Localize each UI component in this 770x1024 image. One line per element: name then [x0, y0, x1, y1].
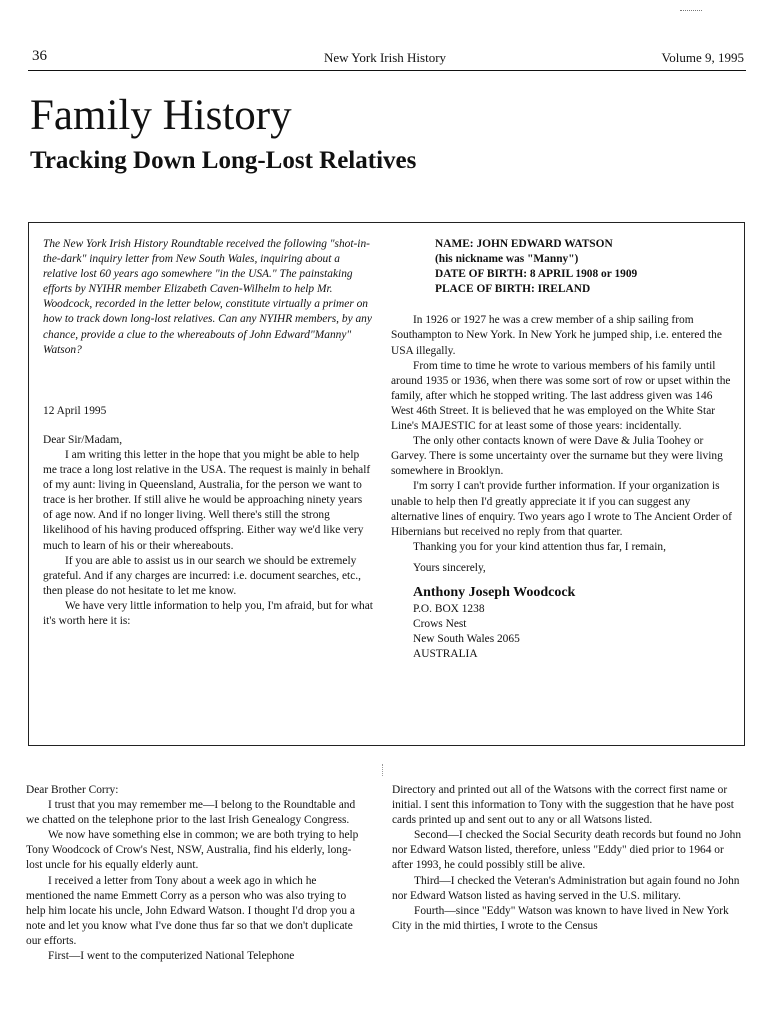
- fact-birthplace: PLACE OF BIRTH: IRELAND: [435, 283, 591, 296]
- letter-paragraph: We have very little information to help you, I'm afraid, but for what it's worth here it is:: [43, 599, 373, 627]
- letter-paragraph: Directory and printed out all of the Watsons with the correct first name or initial. I sent this information to Tony with the suggestion that he have post cards printed up and sent out to any or all Watsons listed.: [392, 784, 734, 827]
- signature-name: Anthony Joseph Woodcock: [413, 584, 576, 600]
- letter-paragraph: Thanking you for your kind attention thus far, I remain,: [413, 540, 666, 553]
- facts-block: [391, 237, 733, 297]
- letter-paragraph: I'm sorry I can't provide further information. If your organization is unable to help then I'd greatly appreciate it if you can suggest any alternative lines of enquiry. Two years ago I wrote to The Ancient Order of Hibernians but received no reply from that quarter.: [391, 480, 732, 538]
- page-number: 36: [32, 48, 47, 64]
- letter-paragraph: I received a letter from Tony about a week ago in which he mentioned the name Emmett Corry as a person who was also trying to help him locate his uncle, John Edward Watson. I thought I'd drop you a note and let you know what I've done thus far so that we don't duplicate our efforts.: [26, 874, 355, 947]
- letter-paragraph: I trust that you may remember me—I belong to the Roundtable and we chatted on the telephone prior to the last Irish Genealogy Congress.: [26, 799, 356, 827]
- letter-paragraph: From time to time he wrote to various members of his family until around 1935 or 1936, when there was some sort of row or upset within the family, after which he stopped writing. The last address given was 146 West 46th Street. It is believed that he was employed on the White Star Line's MAJESTIC for at least some of those years: incidentally.: [391, 359, 731, 433]
- page-mark: [680, 10, 702, 11]
- letter-salutation: Dear Brother Corry:: [26, 784, 119, 796]
- box-right-column: [391, 237, 733, 662]
- letter-date: 12 April 1995: [43, 404, 107, 417]
- address-line: New South Wales 2065: [413, 633, 520, 646]
- lower-left-column: [26, 783, 366, 964]
- fact-birthdate: DATE OF BIRTH: 8 APRIL 1908 or 1909: [435, 268, 638, 281]
- letter-box: [28, 222, 745, 746]
- letter-paragraph: In 1926 or 1927 he was a crew member of a ship sailing from Southampton to New York. In New York he jumped ship, i.e. entered the USA illegally.: [391, 314, 722, 357]
- letter-paragraph: Second—I checked the Social Security death records but found no John nor Edward Watson listed, therefore, unless "Eddy" died prior to 1964 or after 1993, he could possibly still be alive.: [392, 829, 742, 872]
- address-line: P.O. BOX 1238: [413, 602, 485, 615]
- signature-block: [391, 584, 733, 662]
- letter-closing: Yours sincerely,: [413, 561, 486, 574]
- letter-paragraph: I am writing this letter in the hope that you might be able to help me trace a long lost relative in the USA. The request is mainly in behalf of my aunt: living in Queensland, Australia, for the person we want to trace is her brother. If still alive he would be approaching ninety years of age now. And if no longer living. Well there's still the strong likelihood of his having produced offspring. Either way we'd like very much to learn of his or their whereabouts.: [43, 448, 371, 552]
- running-header-journal: New York Irish History: [323, 50, 447, 65]
- lower-right-column: [392, 783, 744, 934]
- page-subtitle: Tracking Down Long-Lost Relatives: [30, 147, 417, 174]
- column-mark: [382, 764, 383, 776]
- running-header-volume: Volume 9, 1995: [661, 50, 744, 65]
- letter-paragraph: Fourth—since "Eddy" Watson was known to have lived in New York City in the mid thirties, I wrote to the Census: [392, 904, 729, 932]
- box-left-column: [43, 237, 373, 629]
- letter-paragraph: We now have something else in common; we are both trying to help Tony Woodcock of Crow's Nest, NSW, Australia, find his elderly, long-lost uncle for his equally elderly aunt.: [26, 829, 359, 872]
- address-line: AUSTRALIA: [413, 648, 478, 661]
- header-rule: [28, 70, 746, 71]
- fact-name: NAME: JOHN EDWARD WATSON: [435, 238, 613, 250]
- page-title: Family History: [30, 92, 292, 139]
- fact-nickname: (his nickname was "Manny"): [435, 253, 579, 266]
- letter-salutation: Dear Sir/Madam,: [43, 433, 123, 446]
- letter-paragraph: The only other contacts known of were Dave & Julia Toohey or Garvey. There is some uncertainty over the surname but they were living somewhere in Brooklyn.: [391, 435, 723, 478]
- intro-text: The New York Irish History Roundtable received the following "shot-in-the-dark" inquiry letter from New South Wales, inquiring about a relative lost 60 years ago somewhere "in the USA." The painstaking efforts by NYIHR member Elizabeth Caven-Wilhelm to help Mr. Woodcock, recorded in the letter below, constitute virtually a primer on how to track down long-lost relatives. Can any NYIHR members, by any chance, provide a clue to the whereabouts of John Edward"Manny" Watson?: [43, 238, 372, 356]
- letter-paragraph: First—I went to the computerized National Telephone: [48, 950, 295, 963]
- letter-paragraph: Third—I checked the Veteran's Administration but again found no John nor Edward Watson listed as having served in the U.S. military.: [392, 874, 740, 902]
- letter-paragraph: If you are able to assist us in our search we should be extremely grateful. And if any charges are incurred: i.e. document searches, etc., then please do not hesitate to let me know.: [43, 554, 361, 597]
- address-line: Crows Nest: [413, 618, 467, 631]
